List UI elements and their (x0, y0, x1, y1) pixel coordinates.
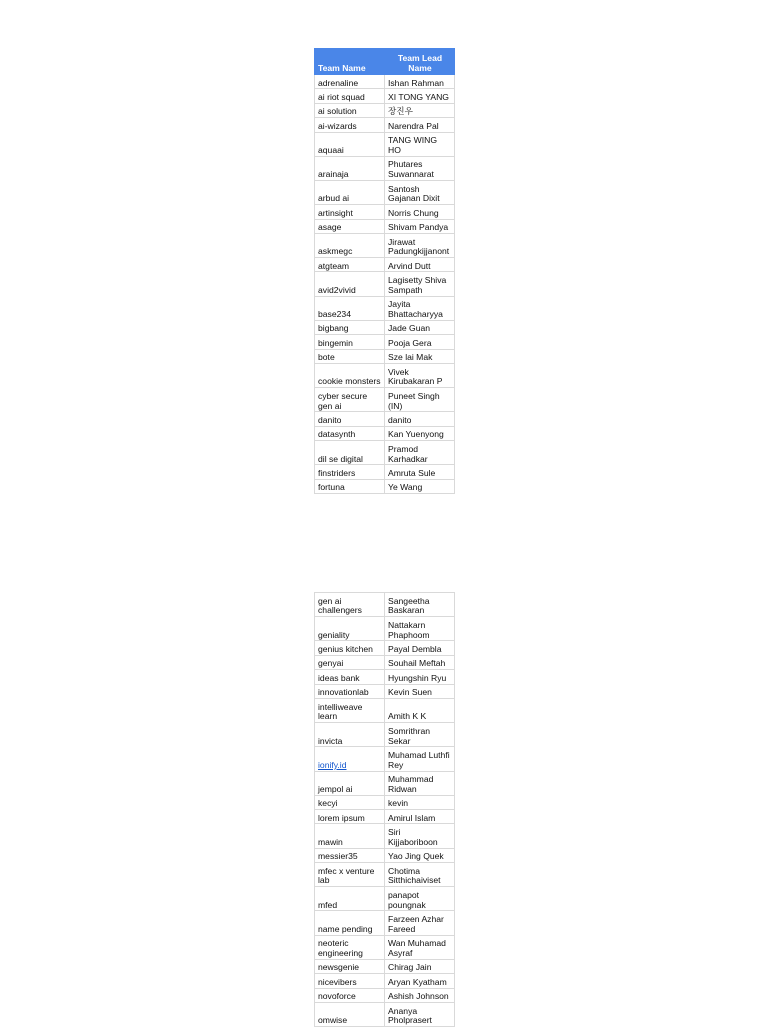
team-lead-cell: Puneet Singh (IN) (385, 388, 455, 412)
table-row (315, 335, 455, 349)
table-row (315, 655, 455, 669)
table-row (315, 156, 455, 180)
team-name-cell: danito (315, 412, 385, 426)
table-row (315, 180, 455, 204)
team-lead-cell: Amith K K (385, 698, 455, 722)
team-name-cell: invicta (315, 723, 385, 747)
team-name-cell: ai-wizards (315, 118, 385, 132)
team-lead-cell: Lagisetty Shiva Sampath (385, 272, 455, 296)
table-row (315, 863, 455, 887)
team-lead-cell: Jirawat Padungkijjanont (385, 233, 455, 257)
team-name-cell: mawin (315, 824, 385, 848)
team-table-page-1 (314, 48, 455, 494)
table-row (315, 795, 455, 809)
table-row (315, 388, 455, 412)
table-row (315, 887, 455, 911)
team-lead-cell: Ananya Pholprasert (385, 1002, 455, 1026)
team-lead-cell: danito (385, 412, 455, 426)
team-name-cell: mfed (315, 887, 385, 911)
team-name-cell (315, 747, 385, 771)
team-name-link[interactable]: ionify.id (318, 759, 347, 770)
table-row (315, 723, 455, 747)
team-name-cell: aquaai (315, 132, 385, 156)
table-row (315, 296, 455, 320)
team-name-cell: atgteam (315, 258, 385, 272)
team-lead-cell: Siri Kijjaboriboon (385, 824, 455, 848)
table-row (315, 75, 455, 89)
column-header-team-lead-name: Team Lead Name (385, 49, 455, 75)
team-lead-cell: Norris Chung (385, 205, 455, 219)
table-body-page-2 (315, 593, 455, 1027)
team-name-cell: name pending (315, 911, 385, 935)
team-name-cell: asage (315, 219, 385, 233)
team-name-cell: base234 (315, 296, 385, 320)
table-row (315, 258, 455, 272)
team-name-cell: adrenaline (315, 75, 385, 89)
team-lead-cell: Jade Guan (385, 320, 455, 334)
team-name-cell: ai riot squad (315, 89, 385, 103)
table-row (315, 426, 455, 440)
table-row (315, 118, 455, 132)
team-lead-cell: 장진우 (385, 103, 455, 117)
table-row (315, 441, 455, 465)
team-name-cell: jempol ai (315, 771, 385, 795)
team-lead-cell: Vivek Kirubakaran P (385, 364, 455, 388)
team-name-cell: lorem ipsum (315, 810, 385, 824)
team-lead-cell: Somrithran Sekar (385, 723, 455, 747)
table-row (315, 1002, 455, 1026)
team-lead-cell: kevin (385, 795, 455, 809)
team-lead-cell: Shivam Pandya (385, 219, 455, 233)
team-lead-cell: Ye Wang (385, 479, 455, 493)
table-row (315, 593, 455, 617)
team-name-cell: genius kitchen (315, 641, 385, 655)
team-name-cell: finstriders (315, 465, 385, 479)
team-lead-cell: Pooja Gera (385, 335, 455, 349)
table-row (315, 233, 455, 257)
team-lead-cell: Ishan Rahman (385, 75, 455, 89)
team-name-cell: ideas bank (315, 670, 385, 684)
table-row (315, 349, 455, 363)
team-name-cell: bingemin (315, 335, 385, 349)
team-name-cell: newsgenie (315, 959, 385, 973)
team-name-cell: innovationlab (315, 684, 385, 698)
team-lead-cell: Kan Yuenyong (385, 426, 455, 440)
table-row (315, 641, 455, 655)
team-lead-cell: Phutares Suwannarat (385, 156, 455, 180)
team-lead-cell: Hyungshin Ryu (385, 670, 455, 684)
team-lead-cell: XI TONG YANG (385, 89, 455, 103)
team-lead-cell: Sze lai Mak (385, 349, 455, 363)
table-row (315, 465, 455, 479)
team-name-cell: kecyi (315, 795, 385, 809)
team-name-cell: cyber secure gen ai (315, 388, 385, 412)
table-row (315, 320, 455, 334)
team-name-cell: novoforce (315, 988, 385, 1002)
team-lead-cell: Muhammad Ridwan (385, 771, 455, 795)
table-row (315, 810, 455, 824)
table-row (315, 272, 455, 296)
team-name-cell: intelliweave learn (315, 698, 385, 722)
team-name-cell: dil se digital (315, 441, 385, 465)
team-lead-cell: panapot poungnak (385, 887, 455, 911)
table-row (315, 219, 455, 233)
team-name-cell: nicevibers (315, 974, 385, 988)
table-row (315, 911, 455, 935)
team-lead-cell: Wan Muhamad Asyraf (385, 935, 455, 959)
team-name-cell: fortuna (315, 479, 385, 493)
team-name-cell: arbud ai (315, 180, 385, 204)
table-row (315, 132, 455, 156)
team-name-cell: genyai (315, 655, 385, 669)
team-lead-cell: Amirul Islam (385, 810, 455, 824)
table-row (315, 479, 455, 493)
team-lead-cell: Santosh Gajanan Dixit (385, 180, 455, 204)
table-row (315, 747, 455, 771)
table-row (315, 412, 455, 426)
team-name-cell: arainaja (315, 156, 385, 180)
team-name-cell: datasynth (315, 426, 385, 440)
team-lead-cell: Yao Jing Quek (385, 848, 455, 862)
table-row (315, 771, 455, 795)
table-row (315, 684, 455, 698)
team-name-cell: avid2vivid (315, 272, 385, 296)
team-lead-cell: Payal Dembla (385, 641, 455, 655)
table-header-row (315, 49, 455, 75)
team-name-cell: omwise (315, 1002, 385, 1026)
team-lead-cell: TANG WING HO (385, 132, 455, 156)
team-lead-cell: Kevin Suen (385, 684, 455, 698)
team-lead-cell: Muhamad Luthfi Rey (385, 747, 455, 771)
table-row (315, 89, 455, 103)
table-row (315, 959, 455, 973)
team-lead-cell: Farzeen Azhar Fareed (385, 911, 455, 935)
team-name-cell: messier35 (315, 848, 385, 862)
team-lead-cell: Sangeetha Baskaran (385, 593, 455, 617)
team-lead-cell: Arvind Dutt (385, 258, 455, 272)
table-row (315, 205, 455, 219)
team-lead-cell: Ashish Johnson (385, 988, 455, 1002)
team-lead-cell: Pramod Karhadkar (385, 441, 455, 465)
table-row (315, 670, 455, 684)
team-name-cell: gen ai challengers (315, 593, 385, 617)
team-name-cell: ai solution (315, 103, 385, 117)
team-lead-cell: Jayita Bhattacharyya (385, 296, 455, 320)
team-name-cell: artinsight (315, 205, 385, 219)
team-lead-cell: Narendra Pal (385, 118, 455, 132)
table-row (315, 364, 455, 388)
team-table-page-2 (314, 592, 455, 1027)
table-row (315, 974, 455, 988)
table-row (315, 824, 455, 848)
table-row (315, 698, 455, 722)
team-lead-cell: Chirag Jain (385, 959, 455, 973)
table-row (315, 988, 455, 1002)
team-name-cell: bote (315, 349, 385, 363)
team-name-cell: bigbang (315, 320, 385, 334)
team-name-cell: askmegc (315, 233, 385, 257)
team-name-cell: mfec x venture lab (315, 863, 385, 887)
column-header-team-name: Team Name (315, 49, 385, 75)
team-lead-cell: Chotima Sitthichaiviset (385, 863, 455, 887)
table-row (315, 103, 455, 117)
table-row (315, 935, 455, 959)
team-lead-cell: Aryan Kyatham (385, 974, 455, 988)
table-body-page-1 (315, 75, 455, 494)
team-lead-cell: Nattakarn Phaphoom (385, 617, 455, 641)
team-lead-cell: Souhail Meftah (385, 655, 455, 669)
table-row (315, 848, 455, 862)
team-lead-cell: Amruta Sule (385, 465, 455, 479)
team-name-cell: geniality (315, 617, 385, 641)
table-row (315, 617, 455, 641)
team-name-cell: neoteric engineering (315, 935, 385, 959)
team-name-cell: cookie monsters (315, 364, 385, 388)
